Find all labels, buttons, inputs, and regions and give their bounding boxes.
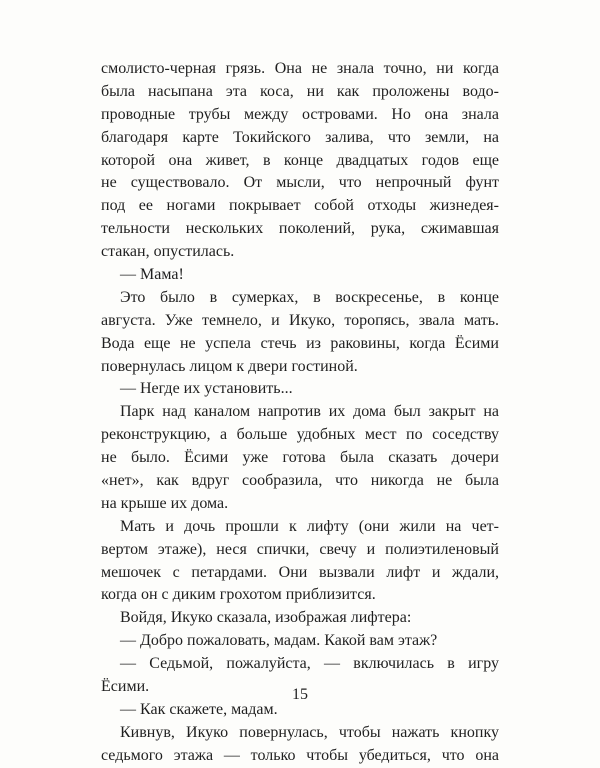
text-line: — Добро пожаловать, мадам. Какой вам этаж?	[120, 632, 438, 650]
text-line: проводные трубы между островами. Но она знала	[101, 105, 499, 123]
text-line: августа. Уже темнело, и Икуко, торопясь, звала мать.	[101, 311, 499, 329]
text-line: Вода еще не успела стечь из раковины, когда Ёсими	[101, 334, 499, 352]
text-line: — Седьмой, пожалуйста, — включилась в игру	[120, 655, 499, 673]
text-line: — Мама!	[120, 266, 184, 284]
text-line: Кивнув, Икуко повернулась, чтобы нажать кнопку	[120, 723, 499, 741]
text-line: была насыпана эта коса, ни как проложены водо-	[101, 82, 499, 100]
text-line: когда он с диким грохотом приблизится.	[101, 586, 376, 604]
text-line: Войдя, Икуко сказала, изображая лифтера:	[120, 609, 412, 627]
text-line: седьмого этажа — только чтобы убедиться, что она	[101, 746, 499, 764]
text-line: под ее ногами покрывает собой отходы жизнедея-	[101, 197, 499, 215]
text-line: Парк над каналом напротив их дома был закрыт на	[120, 403, 499, 421]
text-line: тельности нескольких поколений, рука, сжимавшая	[101, 220, 499, 238]
text-line: смолисто-черная грязь. Она не знала точно, ни когда	[101, 60, 499, 77]
text-line: не существовало. От мысли, что непрочный фунт	[101, 174, 499, 192]
text-line: — Негде их установить...	[120, 380, 293, 398]
text-line: вертом этаже), неся спички, свечу и полиэтиленовый	[101, 540, 499, 558]
page-body	[101, 58, 499, 768]
text-line: Это было в сумерках, в воскресенье, в конце	[120, 288, 499, 306]
text-line: стакан, опустилась.	[101, 243, 235, 261]
text-line: реконструкцию, а больше удобных мест по соседству	[101, 426, 499, 444]
text-line: Ёсими.	[101, 678, 150, 696]
text-line: повернулась лицом к двери гостиной.	[101, 357, 358, 375]
page-number: 15	[292, 686, 308, 703]
text-line: мешочек с петардами. Они вызвали лифт и ждали,	[101, 563, 499, 581]
text-line: «нет», как вдруг сообразила, что никогда не была	[101, 472, 499, 490]
text-line: Мать и дочь прошли к лифту (они жили на чет-	[120, 517, 499, 535]
text-line: благодаря карте Токийского залива, что земли, на	[101, 128, 499, 146]
text-line: которой она живет, в конце двадцатых годов еще	[101, 151, 499, 169]
text-line: на крыше их дома.	[101, 494, 229, 512]
text-line: не было. Ёсими уже готова была сказать дочери	[101, 449, 499, 467]
text-line: — Как скажете, мадам.	[120, 700, 278, 718]
